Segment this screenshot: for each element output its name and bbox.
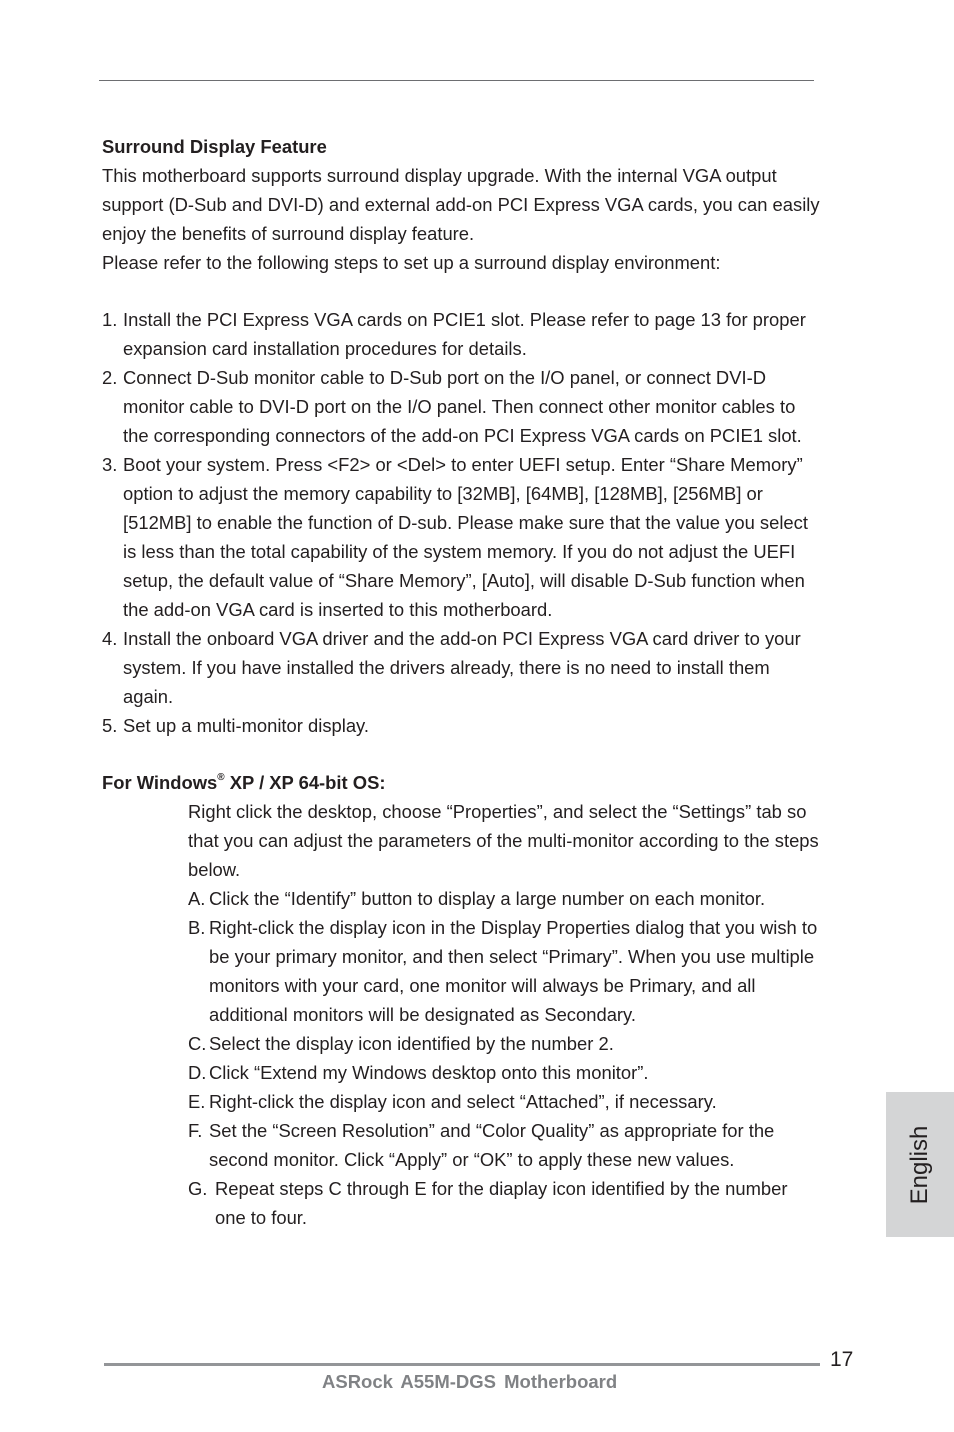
substep-letter: G. (188, 1178, 208, 1199)
step-5 (102, 711, 822, 740)
substep-letter: D. (188, 1062, 207, 1083)
step-number: 2. (102, 367, 118, 388)
bottom-rule (104, 1363, 820, 1366)
step-number: 1. (102, 309, 118, 330)
step-text: Connect D-Sub monitor cable to D-Sub port on the I/O panel, or connect DVI-D monitor cable to DVI-D port on the I/O panel. Then connect other monitor cables to the corresponding connectors of the add-on PCI Express VGA cards on PCIE1 slot. (123, 367, 802, 446)
substep-e (188, 1087, 822, 1116)
step-text: Install the onboard VGA driver and the add-on PCI Express VGA card driver to your system. If you have installed the drivers already, there is no need to install them again. (123, 628, 801, 707)
substep-g (188, 1174, 822, 1232)
language-label: English (906, 1125, 933, 1204)
page-number: 17 (830, 1348, 854, 1371)
step-number: 4. (102, 628, 118, 649)
substep-text: Right-click the display icon and select “Attached”, if necessary. (209, 1091, 717, 1112)
substep-c (188, 1029, 822, 1058)
steps-list (102, 305, 822, 740)
substep-text: Right-click the display icon in the Display Properties dialog that you wish to be your primary monitor, and then select “Primary”. When you use multiple monitors with your card, one monitor will always be Primary, and all additional monitors will be designated as Secondary. (209, 917, 818, 1025)
step-number: 3. (102, 454, 118, 475)
section-heading: Surround Display Feature (102, 136, 327, 157)
registered-mark: ® (217, 771, 225, 783)
substep-text: Click “Extend my Windows desktop onto this monitor”. (209, 1062, 649, 1083)
section-instruction: Please refer to the following steps to set up a surround display environment: (102, 252, 721, 273)
substep-letter: E. (188, 1091, 206, 1112)
os-heading-post: XP / XP 64-bit OS: (224, 772, 386, 793)
substep-text: Click the “Identify” button to display a large number on each monitor. (209, 888, 766, 909)
substep-text: Set the “Screen Resolution” and “Color Quality” as appropriate for the second monitor. Click “Apply” or “OK” to apply these new values. (209, 1120, 775, 1170)
substeps-list (188, 884, 822, 1232)
step-1 (102, 305, 822, 363)
step-text: Install the PCI Express VGA cards on PCIE1 slot. Please refer to page 13 for proper expansion card installation procedures for details. (123, 309, 806, 359)
top-rule (99, 80, 814, 81)
step-4 (102, 624, 822, 711)
substep-text: Select the display icon identified by the number 2. (209, 1033, 614, 1054)
substep-a (188, 884, 822, 913)
os-heading (102, 768, 822, 797)
language-tab (886, 1092, 954, 1237)
substep-b (188, 913, 822, 1029)
substep-letter: F. (188, 1120, 203, 1141)
os-intro: Right click the desktop, choose “Properties”, and select the “Settings” tab so that you can adjust the parameters of the multi-monitor according to the steps below. (188, 801, 819, 880)
step-text: Boot your system. Press <F2> or <Del> to enter UEFI setup. Enter “Share Memory” option to adjust the memory capability to [32MB], [64MB], [128MB], [256MB] or [512MB] to enable the function of D-sub. Please make sure that the value you select is less than the total capability of the system memory. If you do not adjust the UEFI setup, the default value of “Share Memory”, [Auto], will disable D-Sub function when the add-on VGA card is inserted to this motherboard. (123, 454, 808, 620)
footer-title: ASRock A55M-DGS Motherboard (322, 1371, 618, 1392)
substep-letter: A. (188, 888, 206, 909)
os-instructions (188, 797, 822, 1232)
step-3 (102, 450, 822, 624)
step-text: Set up a multi-monitor display. (123, 715, 369, 736)
substep-letter: C. (188, 1033, 207, 1054)
page-content (102, 132, 822, 1232)
step-2 (102, 363, 822, 450)
substep-text: Repeat steps C through E for the diaplay icon identified by the number one to four. (215, 1178, 788, 1228)
section-intro: This motherboard supports surround display upgrade. With the internal VGA output support (D-Sub and DVI-D) and external add-on PCI Express VGA cards, you can easily enjoy the benefits of surround display feature. (102, 165, 820, 244)
substep-letter: B. (188, 917, 206, 938)
step-number: 5. (102, 715, 118, 736)
substep-f (188, 1116, 822, 1174)
os-heading-pre: For Windows (102, 772, 218, 793)
substep-d (188, 1058, 822, 1087)
